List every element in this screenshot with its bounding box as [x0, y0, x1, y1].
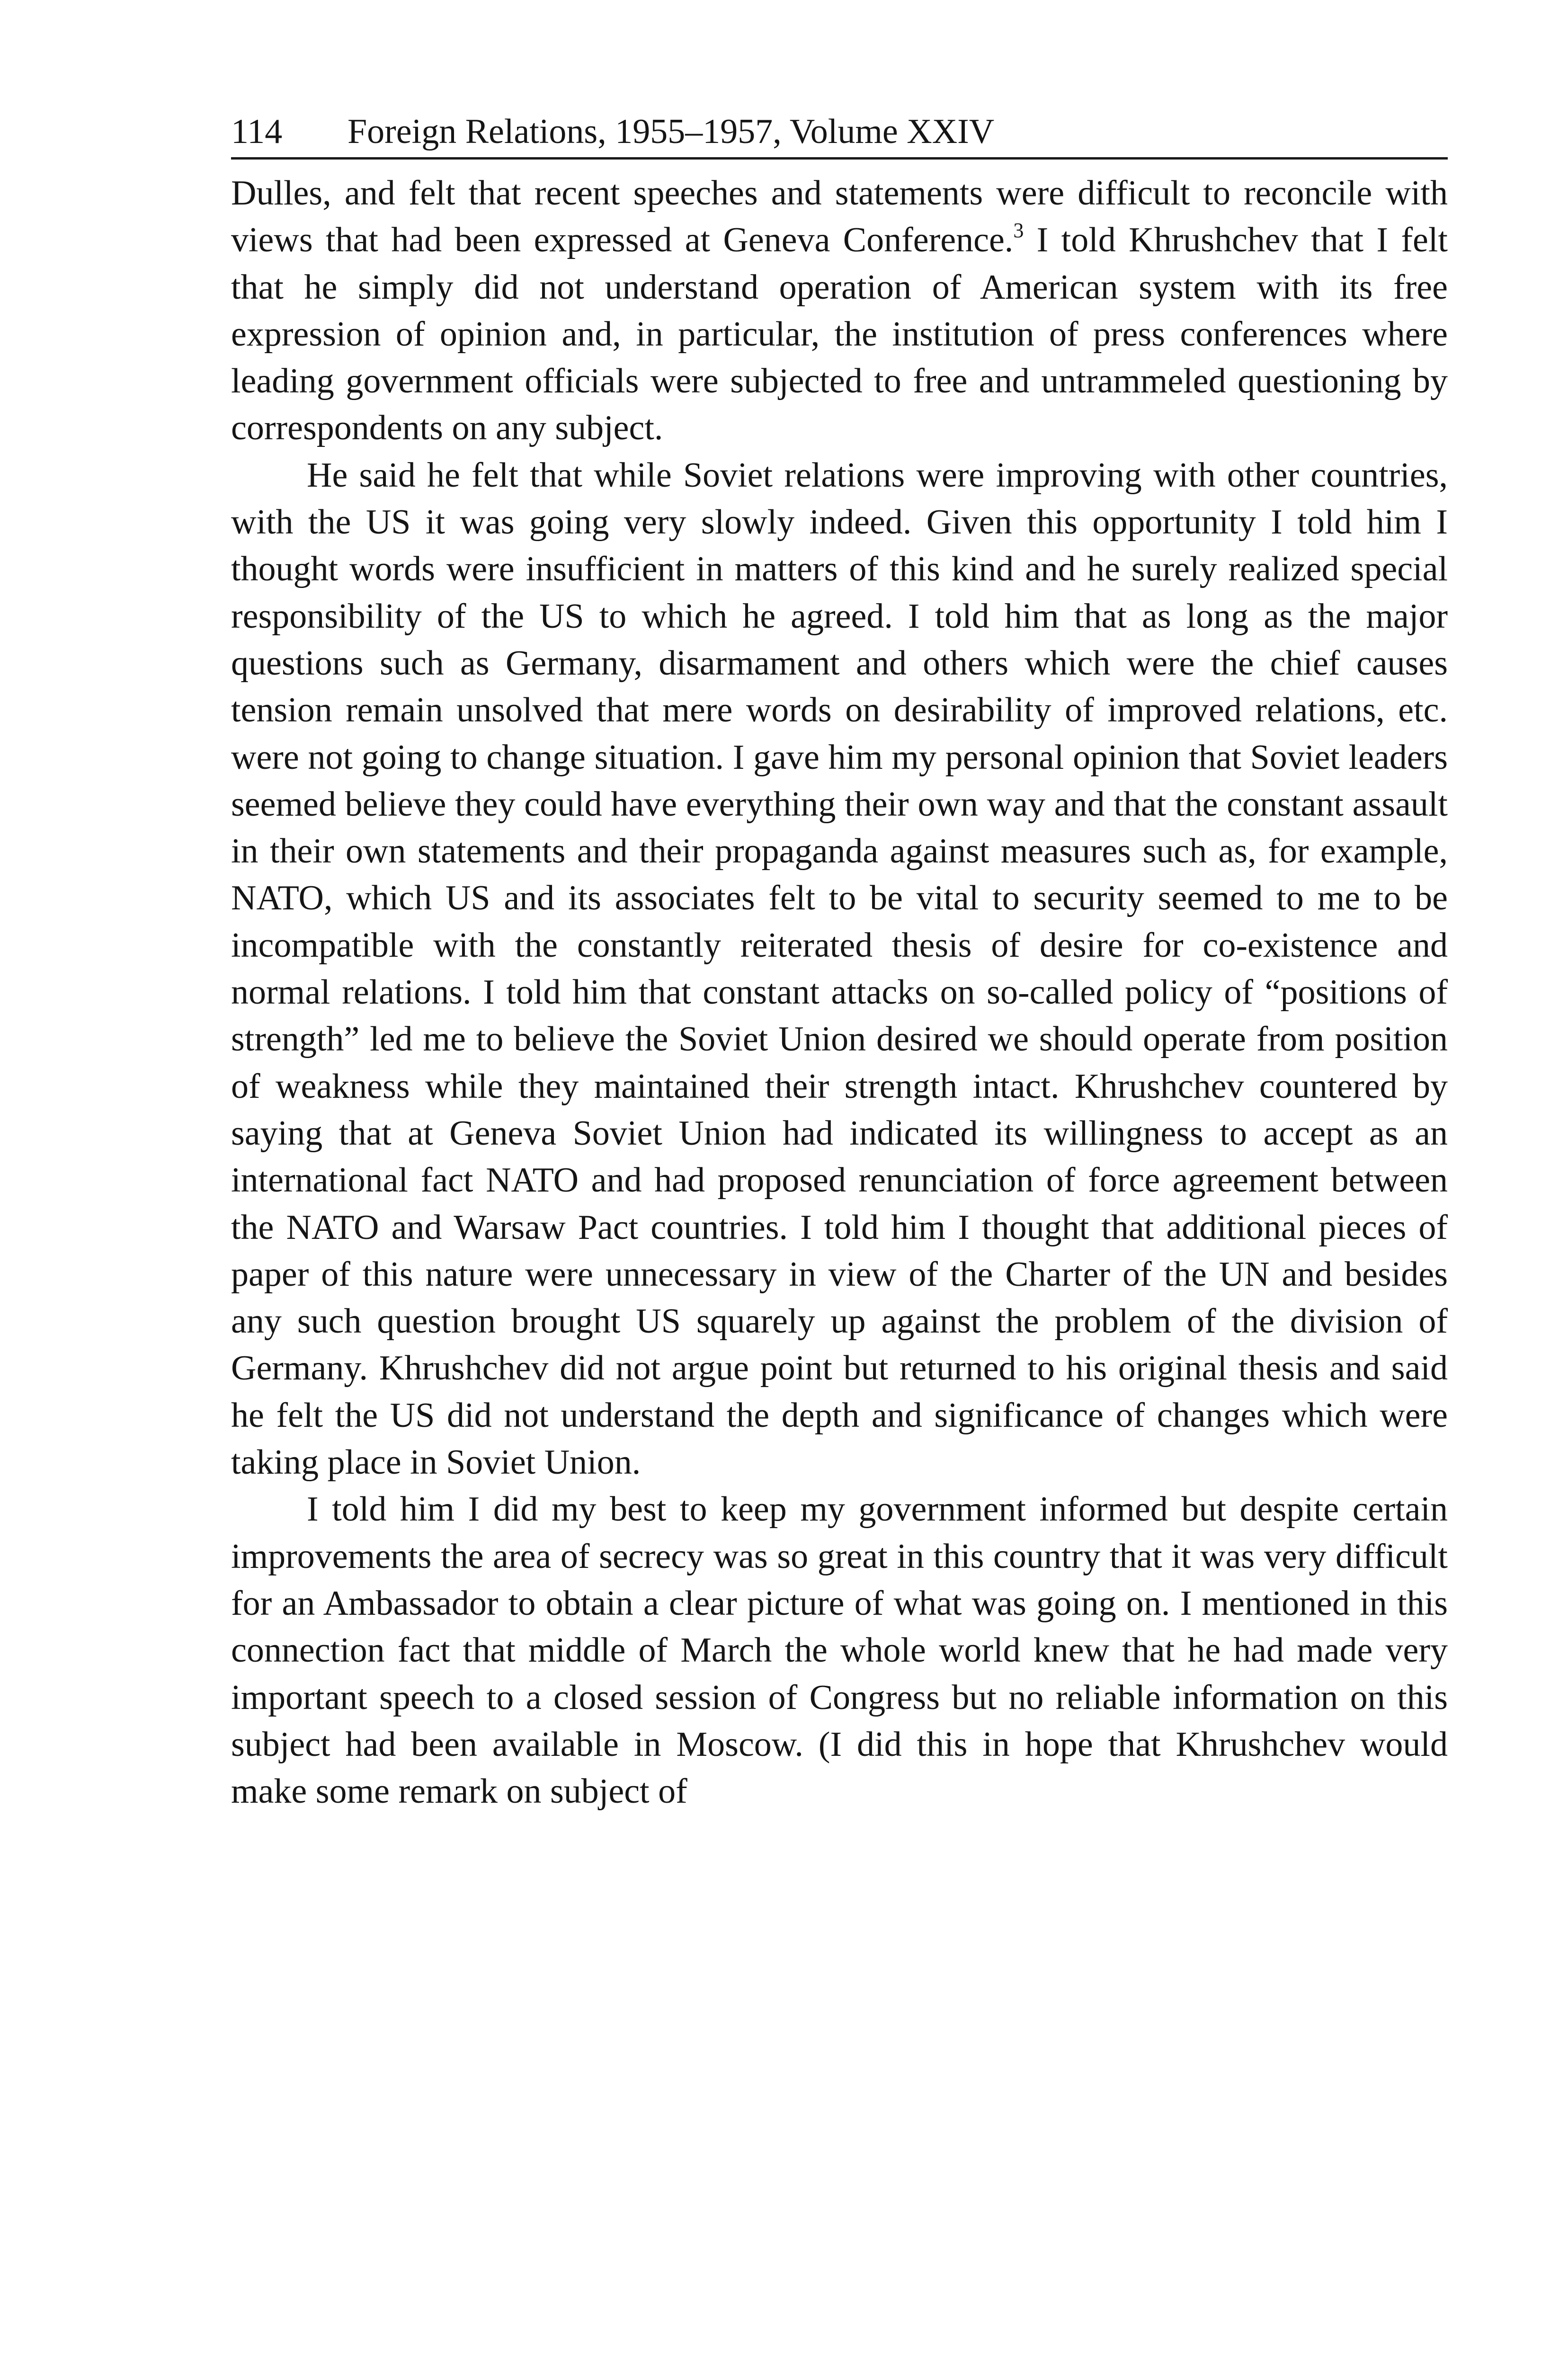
footnote-reference: 3 — [1013, 219, 1024, 242]
document-page — [231, 108, 1448, 1815]
body-text — [231, 170, 1448, 1815]
paragraph-1-text-b: I told Khrushchev that I felt that he simply did not understand operation of American system with its free expression of opinion and, in particular, the institution of press conferences where leading government officials were subjected to free and untrammeled questioning by correspondents on any subject. — [231, 221, 1448, 448]
paragraph-1-text-a: Dulles, and felt that recent speeches and statements were difficult to reconcile with views that had been expressed at Geneva Conference. — [231, 174, 1448, 260]
paragraph-2: He said he felt that while Soviet relations were improving with other countries, with the US it was going very slowly indeed. Given this opportunity I told him I thought words were insufficient in matters of this kind and he surely realized special responsibility of the US to which he agreed. I told him that as long as the major questions such as Germany, disarmament and others which were the chief causes tension remain unsolved that mere words on desirability of improved relations, etc. were not going to change situation. I gave him my personal opinion that Soviet leaders seemed believe they could have everything their own way and that the constant assault in their own statements and their propaganda against measures such as, for example, NATO, which US and its associates felt to be vital to security seemed to me to be incompatible with the constantly reiterated thesis of desire for co-existence and normal relations. I told him that constant attacks on so-called policy of “positions of strength” led me to believe the Soviet Union desired we should operate from position of weakness while they maintained their strength intact. Khrushchev countered by saying that at Geneva Soviet Union had indicated its willingness to accept as an international fact NATO and had proposed renunciation of force agreement between the NATO and Warsaw Pact countries. I told him I thought that additional pieces of paper of this nature were unnecessary in view of the Charter of the UN and besides any such question brought US squarely up against the problem of the division of Germany. Khrushchev did not argue point but returned to his original thesis and said he felt the US did not understand the depth and significance of changes which were taking place in Soviet Union. — [231, 455, 1448, 1482]
series-title: Foreign Relations, 1955–1957, Volume XXIV — [347, 112, 995, 151]
running-head — [231, 108, 1448, 160]
page-number: 114 — [231, 112, 283, 151]
paragraph-1 — [231, 170, 1448, 452]
paragraph-3: I told him I did my best to keep my government informed but despite certain improvements the area of secrecy was so great in this country that it was very difficult for an Ambassador to obtain a clear picture of what was going on. I mentioned in this connection fact that middle of March the whole world knew that he had made very important speech to a closed session of Congress but no reliable information on this subject had been available in Moscow. (I did this in hope that Khrushchev would make some remark on subject of — [231, 1490, 1448, 1811]
